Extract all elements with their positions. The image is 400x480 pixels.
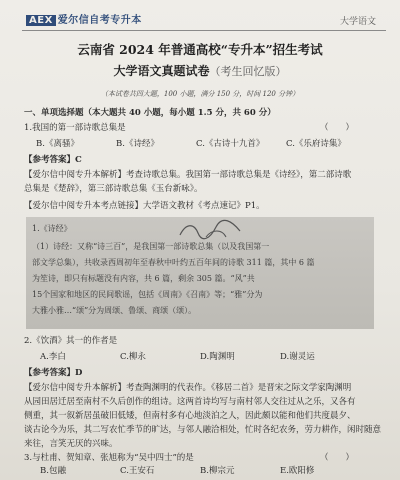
analysis-1-line: 【爱尔信中阅专升本解析】考查诗歌总集。我国第一部诗歌总集是《诗经》，第二部诗歌 <box>24 170 352 180</box>
question-1-option: C.《古诗十九首》 <box>196 139 265 149</box>
question-2-option: D.谢灵运 <box>280 352 315 362</box>
logo-text: 爱尔信自考专升本 <box>57 15 142 26</box>
question-2-option: A.李白 <box>40 352 66 362</box>
excerpt-line: 1.《诗经》 <box>32 224 72 233</box>
exam-title: 云南省 2024 年普通高校“专升本”招生考试 <box>77 42 323 57</box>
question-1-option: B.《诗经》 <box>116 139 159 149</box>
excerpt-line: 15个国家和地区的民间歌谣，包括《周南》《召南》等；“雅”分为 <box>32 290 263 299</box>
answer-2: 【参考答案】D <box>24 368 83 378</box>
question-2-option: D.陶渊明 <box>200 352 235 362</box>
question-1-stem: 1.我国的第一部诗歌总集是 <box>24 123 126 133</box>
exam-subtitle-main: 大学语文真题试卷 <box>113 64 210 78</box>
answer-1: 【参考答案】C <box>24 155 82 165</box>
question-3-option: C.王安石 <box>120 466 155 476</box>
analysis-2-line: 【爱尔信中阅专升本解析】考查陶渊明的代表作。《移居二首》是晋宋之际文学家陶渊明 <box>24 383 352 393</box>
section-heading: 一、单项选择题（本大题共 40 小题，每小题 1.5 分，共 60 分） <box>24 108 276 118</box>
excerpt-line: （1）诗经：又称“诗三百”，是我国第一部诗歌总集（以及我国第一 <box>32 242 270 251</box>
question-3-option: B.柳宗元 <box>200 466 235 476</box>
textbook-excerpt <box>26 217 374 329</box>
question-1-option: B.《离骚》 <box>36 139 79 149</box>
page-header <box>0 0 400 34</box>
analysis-2-line: 来往，言笑无厌的兴味。 <box>24 439 118 449</box>
excerpt-line: 部文学总集），共收录西周初年至春秋中叶约五百年间的诗歌 311 篇，其中 6 篇 <box>32 258 315 267</box>
question-1-option: C.《乐府诗集》 <box>286 139 346 149</box>
excerpt-line: 为笙诗，即只有标题没有内容，共 6 篇，剩余 305 篇。“风”共 <box>32 274 255 283</box>
question-3-option: B.包融 <box>40 466 66 476</box>
analysis-2-line: 谈古论今为乐，其二写农忙季节的旷达，与邻人融洽相处，忙时各纪农务，劳力耕作，闲时随意 <box>24 425 382 435</box>
question-2-option: C.柳永 <box>120 352 146 362</box>
question-3-answer-blank: （ ） <box>319 453 354 463</box>
question-1-answer-blank: （ ） <box>319 123 354 133</box>
subject-label: 大学语文 <box>339 17 376 27</box>
handwritten-mark-icon <box>176 219 246 241</box>
header-divider <box>22 30 386 31</box>
exam-info: （本试卷共四大题，100 小题，满分 150 分，时间 120 分钟） <box>100 90 300 98</box>
link-1: 【爱尔信中阅专升本考点链接】大学语文教材《考点速记》P1。 <box>24 201 265 211</box>
logo-mark: AEX <box>26 15 56 26</box>
question-3-stem: 3.与杜甫、贺知章、张旭称为“吴中四士”的是 <box>24 453 194 463</box>
analysis-2-line: 从园田居迁居至南村不久后创作的组诗。这两首诗均写与南村邻人交往过从之乐，又各有 <box>24 397 356 407</box>
exam-subtitle <box>0 62 400 79</box>
analysis-1-line: 总集是《楚辞》，第三部诗歌总集《玉台新咏》。 <box>24 184 203 194</box>
analysis-2-line: 侧重，其一叙新居虽破旧低矮，但南村多有心地淡泊之人，因此颇以能和他们共度晨夕、 <box>24 411 356 421</box>
question-3-option: E.欧阳修 <box>280 466 315 476</box>
question-2-stem: 2.《饮酒》其一的作者是 <box>24 336 118 346</box>
exam-subtitle-note: （考生回忆版） <box>209 65 287 78</box>
excerpt-line: 大雅小雅…“颂”分为周颂、鲁颂、商颂（颂）。 <box>32 306 197 315</box>
brand-logo <box>26 11 142 26</box>
